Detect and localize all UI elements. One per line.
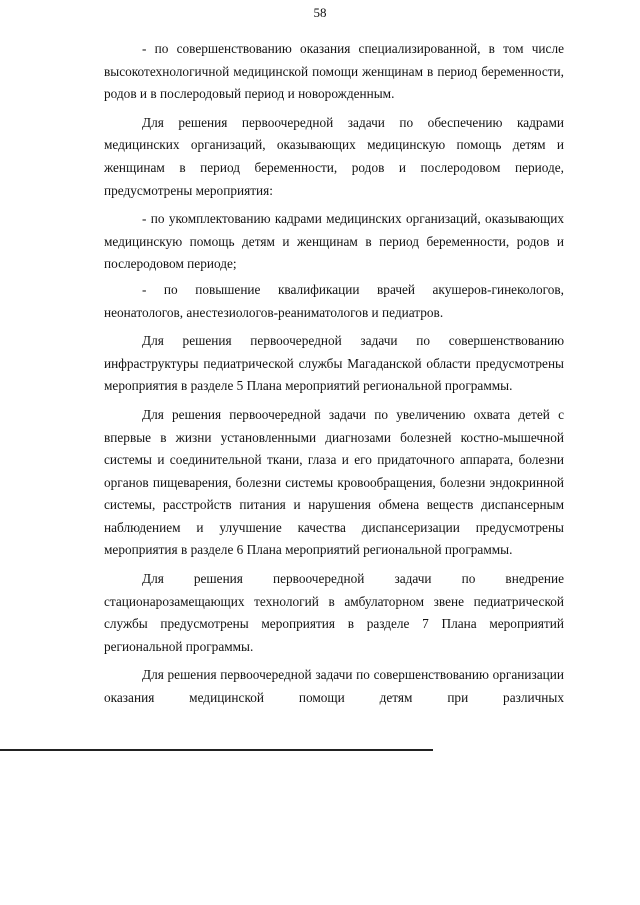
paragraph-staffing-measure: - по укомплектованию кадрами медицинских организаций, оказывающих медицинскую помощь детям и женщинам в период беременности, родов и послеродовом периоде;: [104, 211, 564, 272]
paragraph-care-organization-task: Для решения первоочередной задачи по совершенствованию организации оказания медицинской помощи детям при различных: [104, 667, 564, 706]
footnote-separator: [0, 749, 433, 751]
paragraph-hospital-replacing-task: Для решения первоочередной задачи по внедрение стационарозамещающих технологий в амбулаторном звене педиатрической службы предусмотрены мероприятия в разделе 7 Плана мероприятий региональной программы.: [104, 571, 564, 654]
document-body: [104, 38, 564, 716]
paragraph-qualification-measure: - по повышение квалификации врачей акушеров-гинекологов, неонатологов, анестезиологов-реаниматологов и педиатров.: [104, 281, 564, 320]
paragraph-staffing-task: Для решения первоочередной задачи по обеспечению кадрами медицинских организаций, оказывающих медицинскую помощь детям и женщинам в период беременности, родов и послеродовом периоде, предусмотрены мероприятия:: [104, 114, 564, 198]
paragraph-specialized-care: - по совершенствованию оказания специализированной, в том числе высокотехнологичной медицинской помощи женщинам в период беременности, родов и в послеродовый период и новорожденным.: [104, 41, 564, 102]
paragraph-infrastructure-task: Для решения первоочередной задачи по совершенствованию инфраструктуры педиатрической службы Магаданской области предусмотрены мероприятия в разделе 5 Плана мероприятий региональной программы.: [104, 333, 564, 394]
paragraph-dispensary-task: Для решения первоочередной задачи по увеличению охвата детей с впервые в жизни установленными диагнозами болезней костно-мышечной системы и соединительной ткани, глаза и его придаточного аппарата, болезни органов пищеварения, болезни системы кровообращения, болезни эндокринной системы, расстройств питания и нарушения обмена веществ диспансерным наблюдением и улучшение качества диспансеризации предусмотрены мероприятия в разделе 6 Плана мероприятий региональной программы.: [104, 406, 564, 558]
page-number: 58: [313, 5, 327, 20]
